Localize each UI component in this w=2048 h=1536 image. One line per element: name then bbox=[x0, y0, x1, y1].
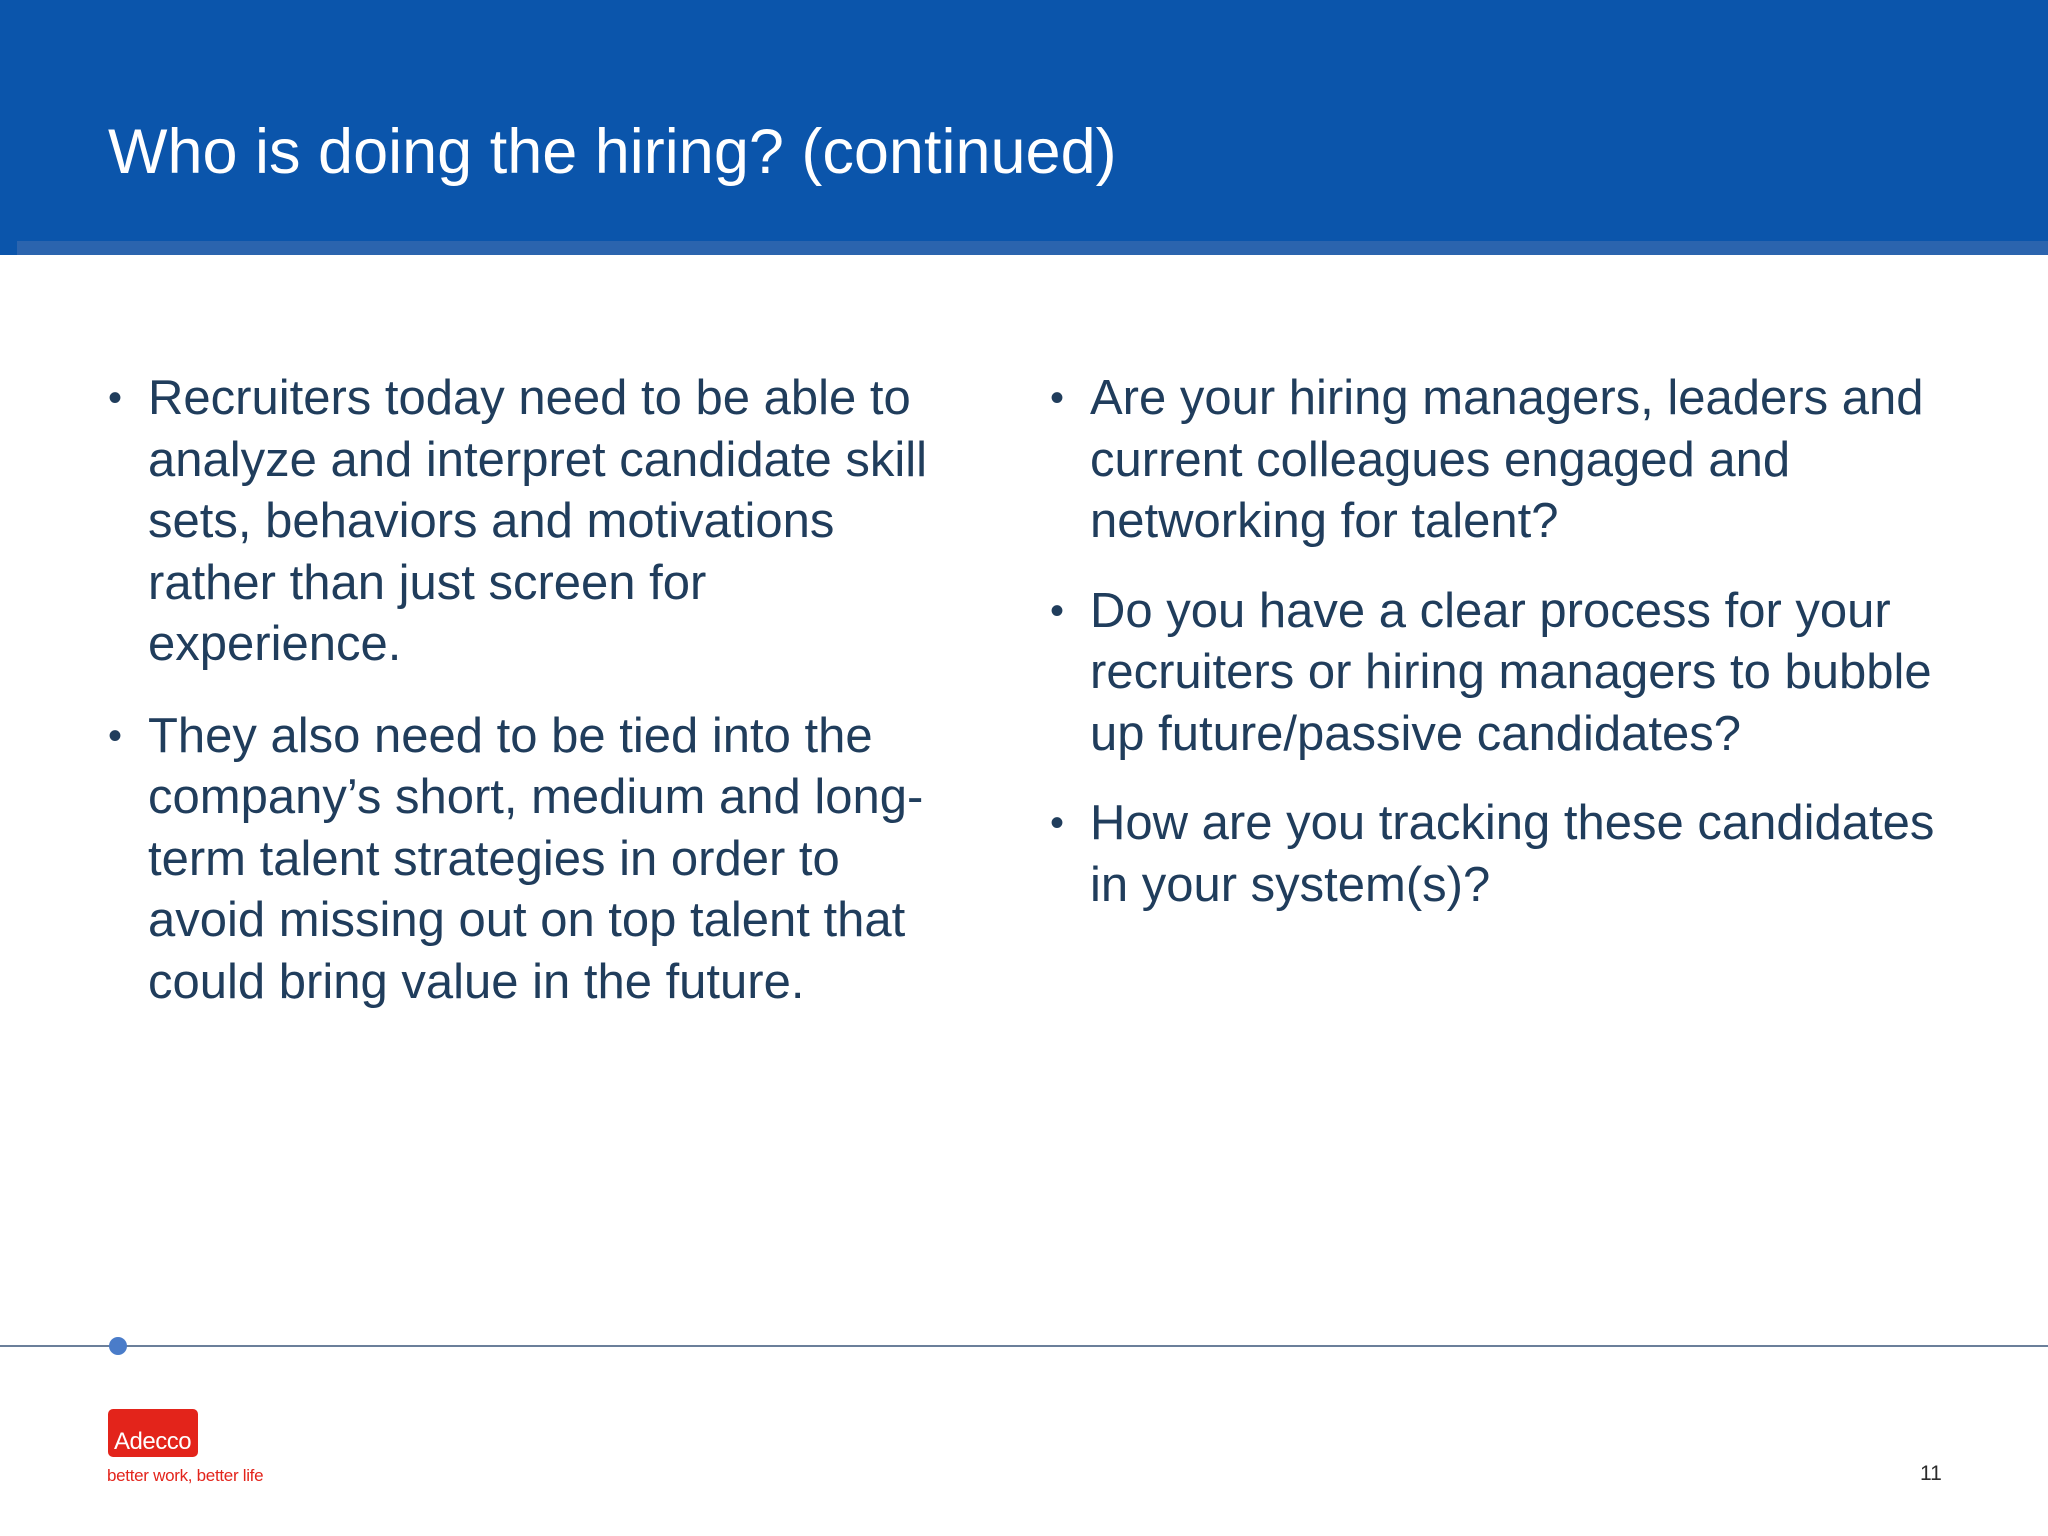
footer-dot-marker bbox=[109, 1337, 127, 1355]
bullet-item bbox=[108, 368, 958, 676]
bullet-text: Are your hiring managers, leaders and current colleagues engaged and networking for talent? bbox=[1090, 371, 1924, 548]
bullet-text: They also need to be tied into the company’s short, medium and long-term talent strategies in order to avoid missing out on top talent that could bring value in the future. bbox=[148, 708, 924, 1009]
bullet-icon: • bbox=[108, 713, 123, 758]
bullet-icon: • bbox=[108, 376, 123, 420]
bullet-item bbox=[1050, 581, 1950, 766]
header-accent-strip bbox=[17, 241, 2048, 255]
bullet-text: How are you tracking these candidates in your system(s)? bbox=[1090, 796, 1935, 912]
right-column-bullets bbox=[1050, 368, 1950, 944]
bullet-item bbox=[1050, 368, 1950, 553]
bullet-item bbox=[108, 706, 958, 1014]
adecco-logo bbox=[108, 1409, 198, 1457]
bullet-icon: • bbox=[1050, 588, 1065, 633]
slide-title: Who is doing the hiring? (continued) bbox=[108, 117, 1117, 187]
bullet-text: Recruiters today need to be able to analyze and interpret candidate skill sets, behaviors and motivations rather than just screen for experience. bbox=[148, 371, 928, 671]
bullet-text: Do you have a clear process for your recruiters or hiring managers to bubble up future/passive candidates? bbox=[1090, 583, 1932, 761]
brand-tagline: better work, better life bbox=[107, 1466, 264, 1485]
footer-divider bbox=[0, 1345, 2048, 1347]
logo-text: Adecco bbox=[114, 1428, 192, 1455]
left-column-bullets bbox=[108, 368, 958, 1043]
bullet-item bbox=[1050, 793, 1950, 916]
bullet-icon: • bbox=[1050, 801, 1065, 845]
page-number: 11 bbox=[1920, 1462, 1942, 1485]
bullet-icon: • bbox=[1050, 376, 1065, 420]
